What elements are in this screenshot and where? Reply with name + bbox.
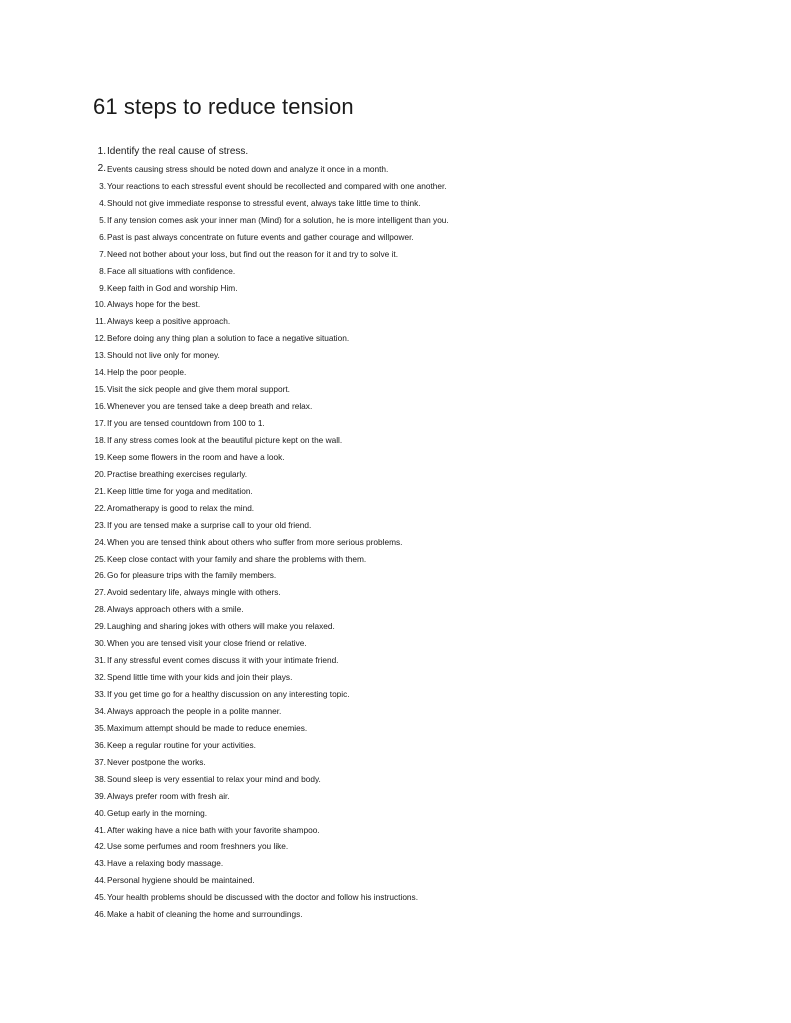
list-item xyxy=(92,822,782,839)
list-item xyxy=(92,754,782,771)
step-number: 26. xyxy=(94,570,106,581)
list-item xyxy=(92,280,782,297)
step-text: Always prefer room with fresh air. xyxy=(107,790,230,801)
step-text: Use some perfumes and room freshners you like. xyxy=(107,841,289,852)
list-item xyxy=(92,652,782,669)
step-number: 30. xyxy=(94,638,106,649)
list-item xyxy=(92,855,782,872)
list-item xyxy=(92,788,782,805)
step-text: Laughing and sharing jokes with others will make you relaxed. xyxy=(107,621,335,632)
step-text: Events causing stress should be noted down and analyze it once in a month. xyxy=(107,163,389,174)
list-item xyxy=(92,178,782,195)
step-number: 24. xyxy=(94,536,106,547)
step-text: Your reactions to each stressful event should be recollected and compared with one another. xyxy=(107,180,447,191)
list-item xyxy=(92,872,782,889)
step-number: 27. xyxy=(94,587,106,598)
list-item xyxy=(92,805,782,822)
step-number: 11. xyxy=(95,316,106,327)
step-text: When you are tensed think about others who suffer from more serious problems. xyxy=(107,536,403,547)
list-item xyxy=(92,737,782,754)
step-text: Need not bother about your loss, but find out the reason for it and try to solve it. xyxy=(107,248,399,259)
list-item xyxy=(92,381,782,398)
step-number: 22. xyxy=(94,502,106,513)
page-title: 61 steps to reduce tension xyxy=(93,94,354,119)
step-text: Help the poor people. xyxy=(107,367,187,378)
step-text: Should not give immediate response to stressful event, always take little time to think. xyxy=(107,197,421,208)
step-text: Keep little time for yoga and meditation. xyxy=(107,485,253,496)
step-text: Keep faith in God and worship Him. xyxy=(107,282,238,293)
list-item xyxy=(92,534,782,551)
step-number: 43. xyxy=(94,858,106,869)
step-number: 42. xyxy=(94,841,106,852)
list-item xyxy=(92,466,782,483)
step-number: 36. xyxy=(94,739,106,750)
step-number: 34. xyxy=(94,705,106,716)
list-item xyxy=(92,212,782,229)
step-number: 7. xyxy=(99,248,106,259)
list-item xyxy=(92,601,782,618)
list-item xyxy=(92,838,782,855)
step-number: 46. xyxy=(94,909,106,920)
list-item xyxy=(92,567,782,584)
step-number: 9. xyxy=(99,282,106,293)
step-number: 33. xyxy=(94,689,106,699)
step-number: 19. xyxy=(94,451,106,462)
list-item xyxy=(92,144,782,161)
step-number: 20. xyxy=(94,468,106,479)
step-number: 25. xyxy=(94,553,106,564)
step-text: Avoid sedentary life, always mingle with others. xyxy=(107,587,281,598)
step-text: Keep a regular routine for your activities. xyxy=(107,739,256,750)
step-number: 13. xyxy=(94,350,106,361)
list-item xyxy=(92,703,782,720)
list-item xyxy=(92,296,782,313)
step-number: 2. xyxy=(97,162,106,174)
step-text: When you are tensed visit your close friend or relative. xyxy=(107,638,307,649)
step-number: 40. xyxy=(94,807,106,818)
step-text: If you are tensed countdown from 100 to 1. xyxy=(107,418,265,428)
step-number: 41. xyxy=(94,824,106,835)
step-number: 6. xyxy=(99,231,106,242)
list-item xyxy=(92,347,782,364)
list-item xyxy=(92,635,782,652)
step-number: 5. xyxy=(99,214,106,225)
list-item xyxy=(92,669,782,686)
list-item xyxy=(92,364,782,381)
step-number: 23. xyxy=(94,519,106,530)
list-item xyxy=(92,720,782,737)
list-item xyxy=(92,229,782,246)
list-item xyxy=(92,432,782,449)
list-item xyxy=(92,246,782,263)
list-item xyxy=(92,906,782,923)
list-item xyxy=(92,771,782,788)
step-text: Your health problems should be discussed with the doctor and follow his instructions. xyxy=(107,892,419,903)
step-text: Never postpone the works. xyxy=(107,756,206,767)
list-item xyxy=(92,517,782,534)
step-text: If any tension comes ask your inner man (Mind) for a solution, he is more intelligent than you. xyxy=(107,214,449,225)
step-text: If any stressful event comes discuss it with your intimate friend. xyxy=(107,655,339,666)
step-number: 21. xyxy=(94,485,106,496)
step-number: 28. xyxy=(94,604,106,615)
list-item xyxy=(92,263,782,280)
step-text: Personal hygiene should be maintained. xyxy=(107,875,255,886)
step-number: 37. xyxy=(94,756,106,767)
step-text: Keep some flowers in the room and have a look. xyxy=(107,451,285,462)
step-number: 14. xyxy=(94,367,106,378)
step-text: Always hope for the best. xyxy=(107,299,201,310)
step-number: 39. xyxy=(94,790,106,801)
step-text: Have a relaxing body massage. xyxy=(107,858,224,869)
steps-list xyxy=(92,144,782,923)
step-number: 38. xyxy=(94,773,106,784)
step-text: Before doing any thing plan a solution to face a negative situation. xyxy=(107,333,350,344)
step-number: 44. xyxy=(94,875,106,886)
step-number: 45. xyxy=(94,892,106,903)
list-item xyxy=(92,195,782,212)
step-text: Should not live only for money. xyxy=(107,350,220,361)
step-text: Identify the real cause of stress. xyxy=(107,146,249,157)
list-item xyxy=(92,889,782,906)
step-number: 15. xyxy=(94,384,106,395)
list-item xyxy=(92,415,782,432)
step-number: 35. xyxy=(94,722,106,733)
list-item xyxy=(92,618,782,635)
step-number: 17. xyxy=(94,418,106,428)
step-text: Keep close contact with your family and share the problems with them. xyxy=(107,553,367,564)
step-text: Spend little time with your kids and join their plays. xyxy=(107,672,293,683)
step-text: Face all situations with confidence. xyxy=(107,265,236,276)
step-text: Practise breathing exercises regularly. xyxy=(107,468,248,479)
step-text: Getup early in the morning. xyxy=(107,807,208,818)
step-text: Always keep a positive approach. xyxy=(107,316,231,327)
list-item xyxy=(92,161,782,178)
step-text: After waking have a nice bath with your favorite shampoo. xyxy=(107,824,320,835)
step-number: 1. xyxy=(97,146,106,157)
step-number: 12. xyxy=(94,333,106,344)
list-item xyxy=(92,313,782,330)
step-text: Make a habit of cleaning the home and surroundings. xyxy=(107,909,303,920)
list-item xyxy=(92,398,782,415)
list-item xyxy=(92,330,782,347)
step-text: Always approach others with a smile. xyxy=(107,604,244,615)
list-item xyxy=(92,584,782,601)
step-text: If you get time go for a healthy discussion on any interesting topic. xyxy=(107,689,350,699)
step-text: Whenever you are tensed take a deep breath and relax. xyxy=(107,401,313,412)
list-item xyxy=(92,686,782,703)
step-number: 4. xyxy=(99,197,106,208)
list-item xyxy=(92,449,782,466)
step-number: 31. xyxy=(94,655,106,666)
step-number: 32. xyxy=(94,672,106,683)
step-text: Visit the sick people and give them moral support. xyxy=(107,384,290,395)
list-item xyxy=(92,500,782,517)
list-item xyxy=(92,483,782,500)
list-item xyxy=(92,551,782,568)
step-number: 29. xyxy=(94,621,106,632)
step-number: 18. xyxy=(94,434,106,445)
step-text: Always approach the people in a polite manner. xyxy=(107,705,282,716)
step-number: 3. xyxy=(99,180,106,191)
step-text: Past is past always concentrate on future events and gather courage and willpower. xyxy=(107,231,414,242)
step-text: Sound sleep is very essential to relax your mind and body. xyxy=(107,773,321,784)
step-number: 8. xyxy=(99,265,106,276)
step-text: Go for pleasure trips with the family members. xyxy=(107,570,277,581)
step-text: Maximum attempt should be made to reduce enemies. xyxy=(107,722,308,733)
step-text: If you are tensed make a surprise call to your old friend. xyxy=(107,519,312,530)
step-number: 10. xyxy=(94,299,106,310)
step-number: 16. xyxy=(94,401,106,412)
step-text: If any stress comes look at the beautiful picture kept on the wall. xyxy=(107,434,343,445)
step-text: Aromatherapy is good to relax the mind. xyxy=(107,502,255,513)
